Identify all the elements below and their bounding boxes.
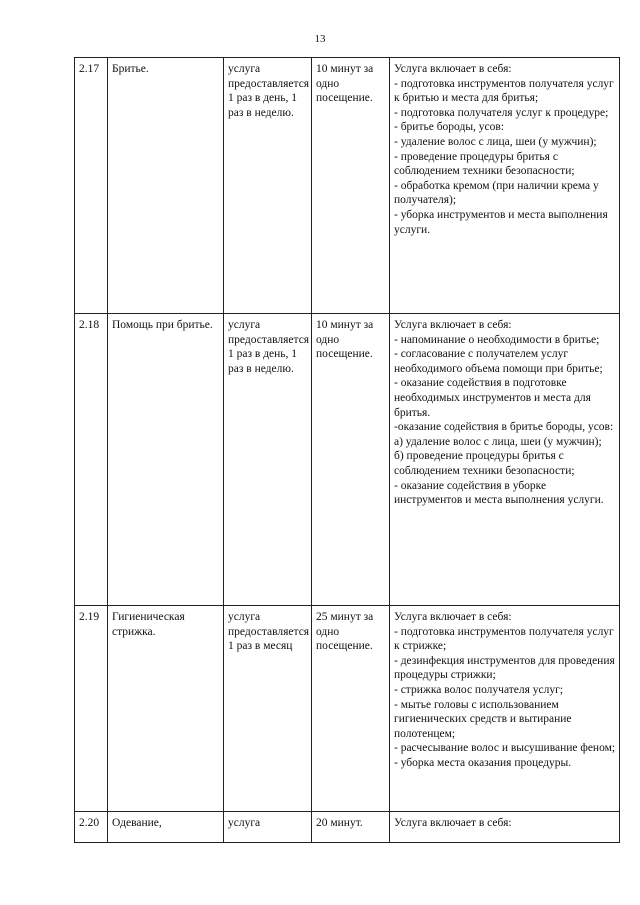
service-description xyxy=(390,314,620,606)
service-frequency: услуга предоставляется 1 раз в день, 1 раз в неделю. xyxy=(224,314,312,606)
description-line: - проведение процедуры бритья с соблюдением техники безопасности; xyxy=(394,150,575,178)
description-line: б) проведение процедуры бритья с соблюдением техники безопасности; xyxy=(394,450,575,477)
description-line: - дезинфекция инструментов для проведения процедуры стрижки; xyxy=(394,654,615,682)
services-table xyxy=(74,57,620,843)
row-number: 2.20 xyxy=(75,812,108,843)
description-line: - мытье головы с использованием гигиенических средств и вытирание полотенцем; xyxy=(394,698,572,740)
description-line: -оказание содействия в бритье бороды, усов: xyxy=(394,421,614,434)
description-line: - согласование с получателем услуг необходимого объема помощи при бритье; xyxy=(394,348,603,375)
description-line: - уборка инструментов и места выполнения услуги. xyxy=(394,208,608,236)
row-number: 2.19 xyxy=(75,606,108,812)
service-description xyxy=(390,58,620,314)
description-line: - оказание содействия в подготовке необходимых инструментов и места для бритья. xyxy=(394,377,591,419)
service-title: Помощь при бритье. xyxy=(108,314,224,606)
service-description xyxy=(390,812,620,843)
service-duration: 25 минут за одно посещение. xyxy=(312,606,390,812)
description-line: - удаление волос с лица, шеи (у мужчин); xyxy=(394,135,597,148)
row-number: 2.18 xyxy=(75,314,108,606)
service-frequency: услуга предоставляется 1 раз в месяц xyxy=(224,606,312,812)
page-number: 13 xyxy=(314,33,326,45)
description-line: - уборка места оказания процедуры. xyxy=(394,756,572,769)
description-line: - подготовка получателя услуг к процедуре; xyxy=(394,106,609,119)
table-row xyxy=(75,58,620,314)
description-line: Услуга включает в себя: xyxy=(394,63,512,75)
description-line: Услуга включает в себя: xyxy=(394,817,512,829)
description-line: а) удаление волос с лица, шеи (у мужчин); xyxy=(394,435,602,448)
table-row xyxy=(75,606,620,812)
service-frequency: услуга xyxy=(224,812,312,843)
table-row xyxy=(75,812,620,843)
description-line: - напоминание о необходимости в бритье; xyxy=(394,333,600,346)
table-row xyxy=(75,314,620,606)
service-title: Гигиеническая стрижка. xyxy=(108,606,224,812)
description-line: Услуга включает в себя: xyxy=(394,319,512,331)
description-line: - бритье бороды, усов: xyxy=(394,121,505,134)
description-line: - стрижка волос получателя услуг; xyxy=(394,683,564,696)
row-number: 2.17 xyxy=(75,58,108,314)
description-line: - расчесывание волос и высушивание феном; xyxy=(394,742,616,755)
service-title: Бритье. xyxy=(108,58,224,314)
description-line: - обработка кремом (при наличии крема у получателя); xyxy=(394,179,599,207)
service-duration: 20 минут. xyxy=(312,812,390,843)
service-duration: 10 минут за одно посещение. xyxy=(312,58,390,314)
description-line: - подготовка инструментов получателя услуг к бритью и места для бритья; xyxy=(394,77,614,105)
description-line: Услуга включает в себя: xyxy=(394,611,512,623)
service-description xyxy=(390,606,620,812)
service-title: Одевание, xyxy=(108,812,224,843)
service-duration: 10 минут за одно посещение. xyxy=(312,314,390,606)
description-line: - подготовка инструментов получателя услуг к стрижке; xyxy=(394,625,614,653)
service-frequency: услуга предоставляется 1 раз в день, 1 раз в неделю. xyxy=(224,58,312,314)
description-line: - оказание содействия в уборке инструментов и места выполнения услуги. xyxy=(394,479,604,507)
